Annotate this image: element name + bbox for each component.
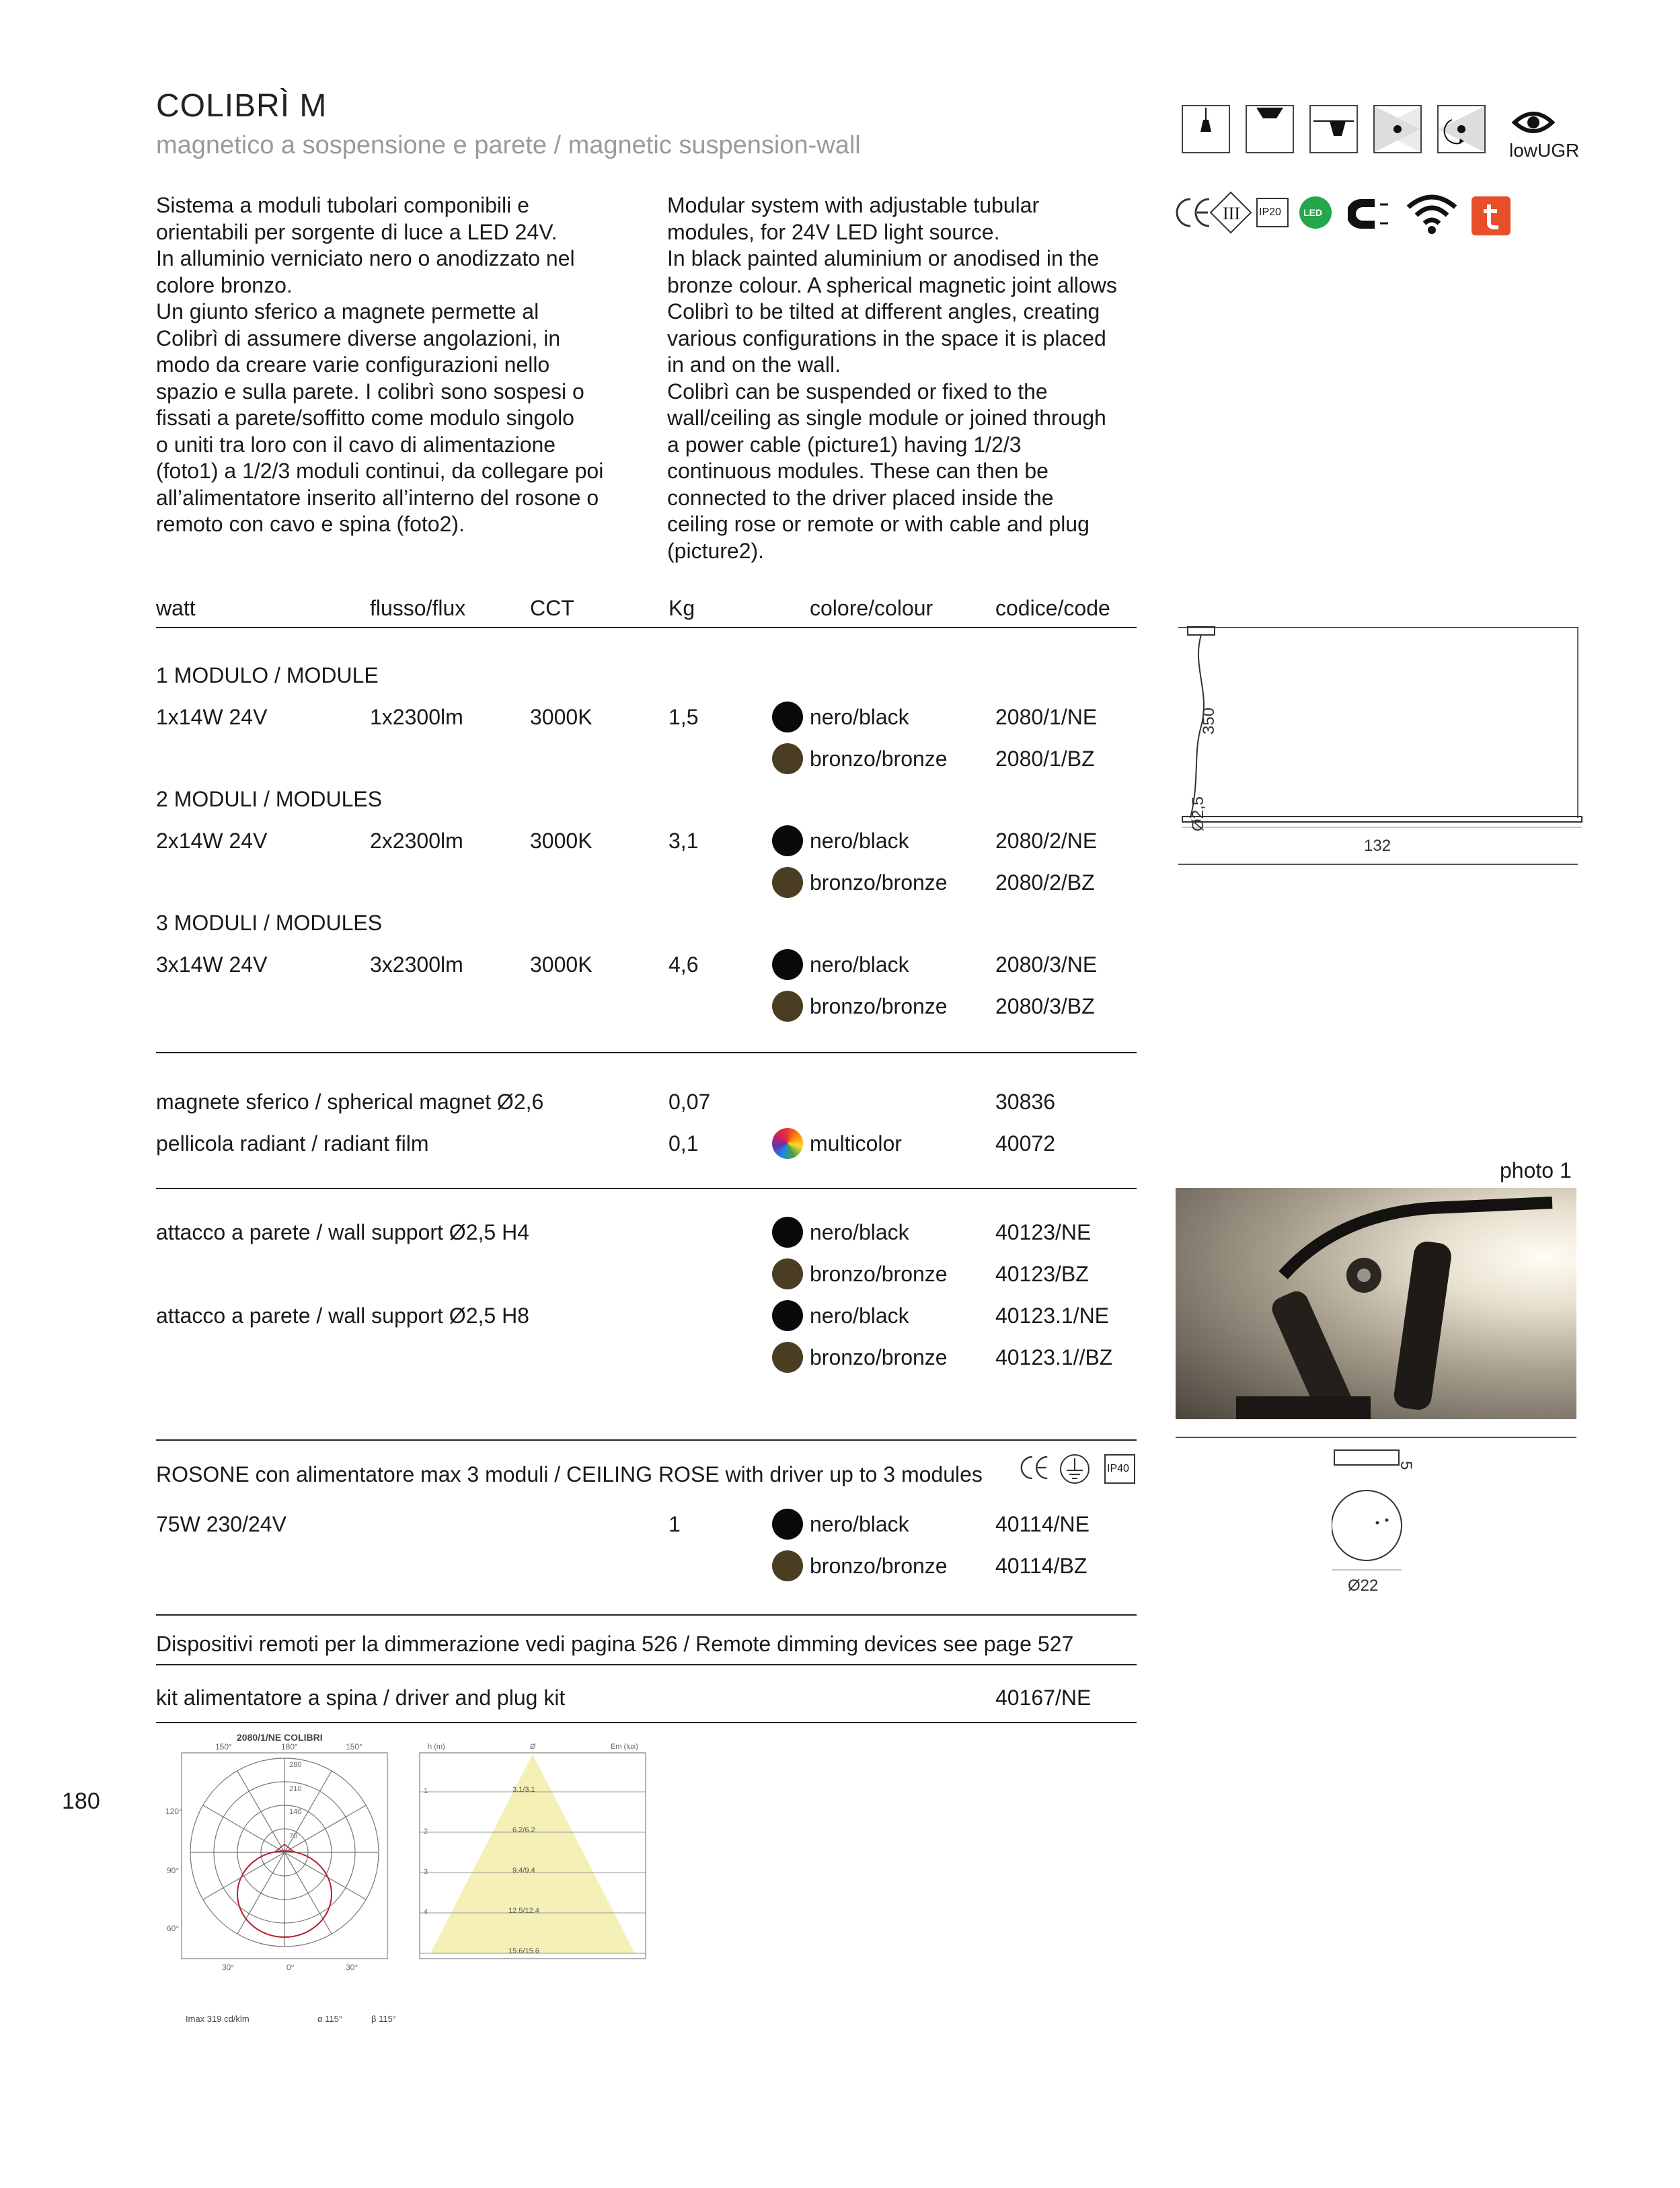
description-line: Colibrì can be suspended or fixed to the bbox=[667, 379, 1048, 404]
cone-header-lux: Em (lux) bbox=[611, 1743, 638, 1751]
polar-angle-label: 30° bbox=[346, 1963, 358, 1972]
colour-label: multicolor bbox=[810, 1131, 902, 1156]
cone-distance: 2 bbox=[424, 1827, 428, 1836]
description-line: Sistema a moduli tubolari componibili e bbox=[156, 193, 529, 217]
colour-label: nero/black bbox=[810, 829, 909, 853]
wall-light-icon bbox=[1373, 105, 1422, 153]
cone-distance: 3 bbox=[424, 1868, 428, 1876]
cone-value: 9.4/9.4 bbox=[512, 1866, 535, 1875]
description-line: colore bronzo. bbox=[156, 272, 293, 297]
description-line: orientabili per sorgente di luce a LED 24V. bbox=[156, 219, 558, 244]
multicolor-swatch bbox=[772, 1128, 803, 1159]
kit-code: 40167/NE bbox=[995, 1686, 1092, 1710]
ip20-label: IP20 bbox=[1259, 206, 1281, 218]
earth-class-icon bbox=[1059, 1453, 1091, 1488]
recessed-tilt-icon bbox=[1309, 105, 1358, 153]
description-line: Colibrì to be tilted at different angles, creating bbox=[667, 299, 1100, 324]
rose-height-dimension: 5 bbox=[1397, 1461, 1415, 1470]
rose-watt: 75W 230/24V bbox=[156, 1512, 287, 1536]
cct-value: 3000K bbox=[530, 829, 593, 853]
divider bbox=[156, 1052, 1137, 1053]
divider bbox=[156, 1614, 1137, 1616]
description-line: wall/ceiling as single module or joined through bbox=[667, 406, 1106, 430]
black-swatch bbox=[772, 1300, 803, 1331]
cone-value: 3.1/3.1 bbox=[512, 1786, 535, 1794]
description-line: all’alimentatore inserito all’interno del rosone o bbox=[156, 485, 599, 510]
kg-value: 1,5 bbox=[669, 705, 699, 729]
bronze-swatch bbox=[772, 867, 803, 898]
adjustable-wall-icon bbox=[1437, 105, 1486, 153]
ce-mark-icon bbox=[1018, 1453, 1051, 1486]
magnet-label: magnete sferico / spherical magnet Ø2,6 bbox=[156, 1090, 544, 1114]
black-swatch bbox=[772, 702, 803, 732]
cct-value: 3000K bbox=[530, 705, 593, 729]
black-swatch bbox=[772, 1217, 803, 1248]
description-line: (picture2). bbox=[667, 538, 765, 563]
description-italian bbox=[156, 192, 627, 538]
height-dimension: 350 bbox=[1200, 707, 1218, 734]
polar-angle-label: 30° bbox=[222, 1963, 235, 1972]
flux-value: 2x2300lm bbox=[370, 829, 463, 853]
polar-angle-label: 0° bbox=[287, 1963, 295, 1972]
cone-value: 15.6/15.6 bbox=[508, 1947, 539, 1955]
watt-value: 1x14W 24V bbox=[156, 705, 268, 729]
description-line: Modular system with adjustable tubular bbox=[667, 193, 1040, 217]
col-header-colour: colore/colour bbox=[810, 596, 933, 620]
rose-title: ROSONE con alimentatore max 3 moduli / CEILING ROSE with driver up to 3 modules bbox=[156, 1462, 983, 1486]
col-header-code: codice/code bbox=[995, 596, 1110, 620]
description-line: fissati a parete/soffitto come modulo singolo bbox=[156, 406, 574, 430]
description-line: In alluminio verniciato nero o anodizzato nel bbox=[156, 246, 575, 270]
black-swatch bbox=[772, 949, 803, 980]
beta-label: β 115° bbox=[371, 2014, 397, 2024]
photometric-title: 2080/1/NE COLIBRI bbox=[237, 1732, 323, 1743]
film-code: 40072 bbox=[995, 1131, 1055, 1156]
colour-label: nero/black bbox=[810, 1220, 909, 1244]
description-line: ceiling rose or remote or with cable and plug bbox=[667, 512, 1090, 536]
rose-kg: 1 bbox=[669, 1512, 681, 1536]
page-subtitle: magnetico a sospensione e parete / magnetic suspension-wall bbox=[156, 131, 861, 159]
photometric-panel bbox=[156, 1731, 654, 2047]
cone-header-height: h (m) bbox=[428, 1743, 445, 1751]
product-code: 40123/NE bbox=[995, 1220, 1092, 1244]
polar-angle-label: 180° bbox=[281, 1742, 298, 1751]
description-line: a power cable (picture1) having 1/2/3 bbox=[667, 432, 1022, 457]
cone-value: 6.2/6.2 bbox=[512, 1826, 535, 1834]
col-header-cct: CCT bbox=[530, 596, 574, 620]
cone-header-diameter: Ø bbox=[530, 1743, 536, 1751]
class-iii-label: III bbox=[1223, 204, 1240, 223]
product-code: 40123/BZ bbox=[995, 1262, 1089, 1286]
col-header-watt: watt bbox=[156, 596, 196, 620]
polar-radius-label: 210 bbox=[289, 1785, 302, 1793]
colour-label: bronzo/bronze bbox=[810, 994, 948, 1018]
ip40-label: IP40 bbox=[1107, 1463, 1129, 1474]
polar-diagram bbox=[180, 1751, 389, 1960]
polar-angle-label: 60° bbox=[167, 1924, 180, 1933]
polar-radius-label: 140 bbox=[289, 1808, 302, 1816]
description-line: spazio e sulla parete. I colibrì sono sospesi o bbox=[156, 379, 584, 404]
bronze-swatch bbox=[772, 1342, 803, 1373]
wall-support-h4-label: attacco a parete / wall support Ø2,5 H4 bbox=[156, 1220, 529, 1244]
cone-diagram bbox=[418, 1751, 647, 1960]
description-line: remoto con cavo e spina (foto2). bbox=[156, 512, 465, 536]
description-line: modo da creare varie configurazioni nello bbox=[156, 352, 550, 377]
watt-value: 3x14W 24V bbox=[156, 952, 268, 977]
colour-label: bronzo/bronze bbox=[810, 870, 948, 895]
wall-support-h8-label: attacco a parete / wall support Ø2,5 H8 bbox=[156, 1304, 529, 1328]
black-swatch bbox=[772, 825, 803, 856]
kg-value: 4,6 bbox=[669, 952, 699, 977]
ce-mark-icon bbox=[1173, 195, 1213, 233]
polar-radius-label: 280 bbox=[289, 1761, 302, 1769]
description-line: o uniti tra loro con il cavo di alimentazione bbox=[156, 432, 556, 457]
product-code: 2080/2/BZ bbox=[995, 870, 1095, 895]
page-number: 180 bbox=[62, 1788, 100, 1814]
ceiling-mount-icon bbox=[1246, 105, 1294, 153]
bronze-swatch bbox=[772, 1258, 803, 1289]
polar-angle-label: 150° bbox=[346, 1742, 362, 1751]
product-code: 2080/2/NE bbox=[995, 829, 1098, 853]
magnet-kg: 0,07 bbox=[669, 1090, 711, 1114]
product-code: 40114/BZ bbox=[995, 1554, 1087, 1578]
group-title: 1 MODULO / MODULE bbox=[156, 663, 379, 687]
description-english bbox=[667, 192, 1138, 564]
description-line: In black painted aluminium or anodised in the bbox=[667, 246, 1100, 270]
wifi-icon bbox=[1406, 192, 1458, 239]
led-badge-label: LED bbox=[1303, 207, 1322, 218]
product-code: 2080/3/BZ bbox=[995, 994, 1095, 1018]
product-code: 40123.1/NE bbox=[995, 1304, 1110, 1328]
divider bbox=[156, 1664, 1137, 1665]
description-line: in and on the wall. bbox=[667, 352, 841, 377]
kg-value: 3,1 bbox=[669, 829, 699, 853]
product-code: 2080/3/NE bbox=[995, 952, 1098, 977]
colour-label: bronzo/bronze bbox=[810, 1554, 948, 1578]
polar-radius-label: 70 bbox=[289, 1832, 298, 1840]
low-ugr-label: lowUGR bbox=[1509, 140, 1580, 161]
imax-label: Imax 319 cd/klm bbox=[186, 2014, 250, 2024]
alpha-label: α 115° bbox=[317, 2014, 343, 2024]
rose-diameter-dimension: Ø22 bbox=[1348, 1577, 1379, 1595]
colour-label: nero/black bbox=[810, 1304, 909, 1328]
divider bbox=[156, 627, 1137, 628]
polar-angle-label: 120° bbox=[165, 1807, 182, 1816]
product-code: 2080/1/BZ bbox=[995, 747, 1095, 771]
product-code: 40123.1//BZ bbox=[995, 1345, 1113, 1369]
colour-label: nero/black bbox=[810, 1512, 909, 1536]
drawing-divider bbox=[1178, 864, 1578, 865]
divider bbox=[156, 1188, 1137, 1189]
cone-distance: 1 bbox=[424, 1787, 428, 1795]
product-photo bbox=[1176, 1188, 1576, 1419]
colour-label: nero/black bbox=[810, 705, 909, 729]
colour-label: bronzo/bronze bbox=[810, 747, 948, 771]
film-kg: 0,1 bbox=[669, 1131, 699, 1156]
colour-label: bronzo/bronze bbox=[810, 1345, 948, 1369]
col-header-kg: Kg bbox=[669, 596, 695, 620]
description-line: various configurations in the space it is placed bbox=[667, 326, 1106, 350]
product-code: 40114/NE bbox=[995, 1512, 1090, 1536]
polar-angle-label: 90° bbox=[167, 1866, 180, 1875]
product-code: 2080/1/NE bbox=[995, 705, 1098, 729]
polar-angle-label: 150° bbox=[215, 1742, 232, 1751]
flux-value: 3x2300lm bbox=[370, 952, 463, 977]
remote-dimming-note: Dispositivi remoti per la dimmerazione vedi pagina 526 / Remote dimming devices see page 527 bbox=[156, 1632, 1074, 1656]
diameter-dimension: Ø2,5 bbox=[1189, 796, 1207, 831]
photo-label: photo 1 bbox=[1500, 1158, 1572, 1182]
description-line: continuous modules. These can then be bbox=[667, 459, 1048, 483]
watt-value: 2x14W 24V bbox=[156, 829, 268, 853]
description-line: modules, for 24V LED light source. bbox=[667, 219, 1000, 244]
kit-label: kit alimentatore a spina / driver and plug kit bbox=[156, 1686, 566, 1710]
divider bbox=[156, 1439, 1137, 1441]
film-label: pellicola radiant / radiant film bbox=[156, 1131, 429, 1156]
description-line: Colibrì di assumere diverse angolazioni, in bbox=[156, 326, 561, 350]
photo-divider bbox=[1176, 1437, 1576, 1438]
eye-icon bbox=[1512, 108, 1555, 141]
group-title: 2 MODULI / MODULES bbox=[156, 787, 383, 811]
bronze-swatch bbox=[772, 1550, 803, 1581]
black-swatch bbox=[772, 1509, 803, 1540]
length-dimension: 132 bbox=[1364, 837, 1391, 855]
description-line: (foto1) a 1/2/3 moduli continui, da collegare poi bbox=[156, 459, 604, 483]
bronze-swatch bbox=[772, 991, 803, 1022]
colour-label: bronzo/bronze bbox=[810, 1262, 948, 1286]
cct-value: 3000K bbox=[530, 952, 593, 977]
ceiling-pendant-icon bbox=[1182, 105, 1230, 153]
page-title: COLIBRÌ M bbox=[156, 88, 328, 124]
col-header-flux: flusso/flux bbox=[370, 596, 466, 620]
description-line: Un giunto sferico a magnete permette al bbox=[156, 299, 539, 324]
cone-value: 12.5/12.4 bbox=[508, 1907, 539, 1915]
magnet-icon bbox=[1348, 195, 1398, 236]
description-line: connected to the driver placed inside the bbox=[667, 485, 1054, 510]
magnet-code: 30836 bbox=[995, 1090, 1055, 1114]
group-title: 3 MODULI / MODULES bbox=[156, 911, 383, 935]
colour-label: nero/black bbox=[810, 952, 909, 977]
tuya-app-icon bbox=[1472, 196, 1511, 235]
flux-value: 1x2300lm bbox=[370, 705, 463, 729]
bronze-swatch bbox=[772, 743, 803, 774]
cone-distance: 4 bbox=[424, 1908, 428, 1916]
description-line: bronze colour. A spherical magnetic joint allows bbox=[667, 272, 1117, 297]
divider bbox=[156, 1722, 1137, 1723]
